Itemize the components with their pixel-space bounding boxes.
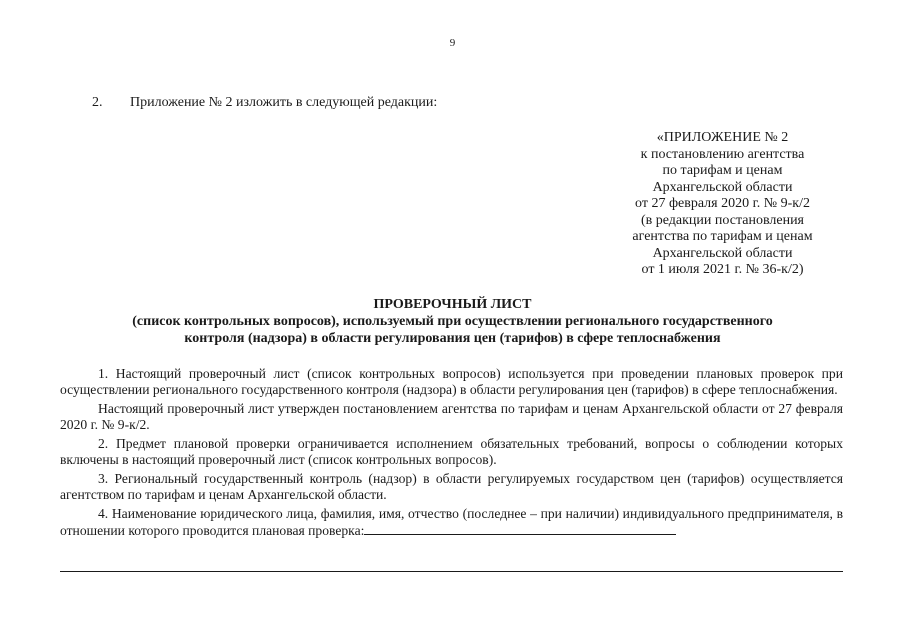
paragraph-4 — [60, 506, 843, 539]
appendix-line: «ПРИЛОЖЕНИЕ № 2 — [656, 130, 789, 145]
appendix-line: (в редакции постановления — [640, 212, 805, 228]
appendix-line: по тарифам и ценам — [662, 163, 783, 178]
appendix-line: Архангельской области — [652, 245, 793, 261]
page-number: 9 — [449, 37, 456, 49]
paragraph-1: 1. Настоящий проверочный лист (список контрольных вопросов) используется при проведении плановых проверок при осуществлении регионального государственного контроля (надзора) в области регулирования цен (тарифов) в сфере теплоснабжения. — [60, 366, 843, 397]
appendix-line: агентства по тарифам и ценам — [632, 229, 813, 244]
paragraph-2: 2. Предмет плановой проверки ограничивается исполнением обязательных требований, вопросы о соблюдении которых включены в настоящий проверочный лист (список контрольных вопросов). — [60, 436, 843, 467]
appendix-line: Архангельской области — [652, 179, 793, 195]
appendix-line: от 27 февраля 2020 г. № 9-к/2 — [635, 196, 810, 211]
appendix-header — [600, 130, 845, 279]
amendment-item-text: Приложение № 2 изложить в следующей редакции: — [130, 95, 438, 110]
amendment-item — [92, 95, 437, 111]
subtitle-line: (список контрольных вопросов), используемый при осуществлении регионального государственного — [132, 314, 773, 329]
fill-in-blank — [364, 522, 676, 535]
fill-in-line — [60, 571, 843, 572]
main-title: ПРОВЕРОЧНЫЙ ЛИСТ — [373, 297, 532, 312]
subtitle-line: контроля (надзора) в области регулирования цен (тарифов) в сфере теплоснабжения — [184, 331, 721, 346]
body-text — [60, 366, 843, 542]
document-title — [60, 296, 845, 347]
paragraph-3: 3. Региональный государственный контроль (надзор) в области регулируемых государством цен (тарифов) осуществляется агентством по тарифам и ценам Архангельской области. — [60, 471, 843, 502]
appendix-line: от 1 июля 2021 г. № 36-к/2) — [641, 262, 804, 277]
paragraph-4-text: 4. Наименование юридического лица, фамилия, имя, отчество (последнее – при наличии) индивидуального предпринимателя, в отношении которого проводится плановая проверка: — [60, 506, 843, 538]
appendix-line: к постановлению агентства — [640, 146, 805, 162]
amendment-item-number: 2. — [92, 95, 103, 110]
paragraph-1b: Настоящий проверочный лист утвержден постановлением агентства по тарифам и ценам Архангельской области от 27 февраля 2020 г. № 9-к/2. — [60, 401, 843, 432]
